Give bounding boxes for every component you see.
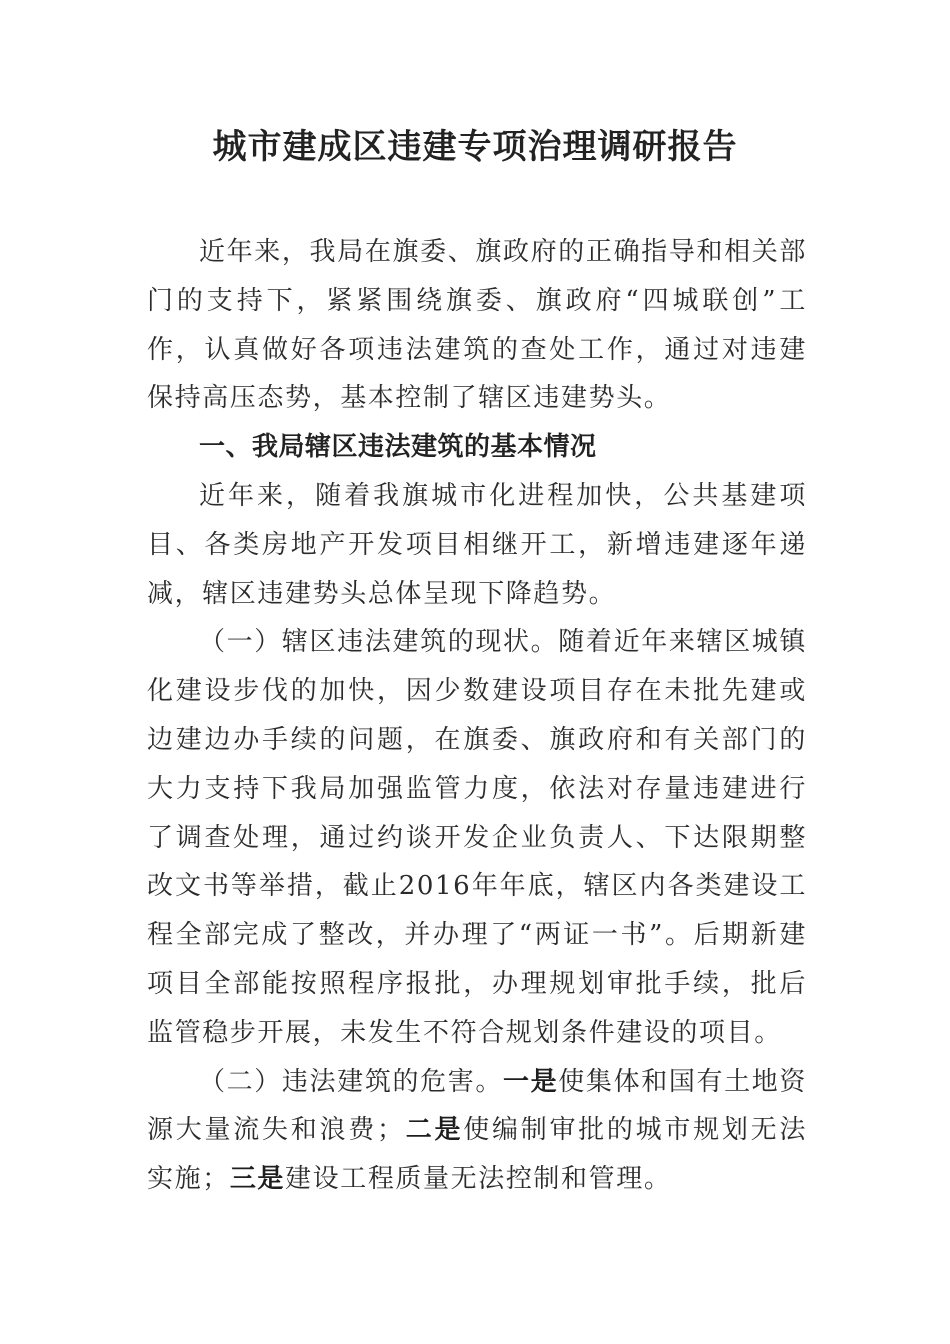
intro-paragraph: 近年来，我局在旗委、旗政府的正确指导和相关部门的支持下，紧紧围绕旗委、旗政府“四城联创”工作，认真做好各项违法建筑的查处工作，通过对违建保持高压态势，基本控制了辖区违建势头。 [147,237,807,414]
point-3-keyword: 三是 [229,1164,286,1195]
section-1-paragraph: 近年来，随着我旗城市化进程加快，公共基建项目、各类房地产开发项目相继开工，新增违建逐年递减，辖区违建势头总体呈现下降趋势。 [147,480,807,609]
point-1-keyword: 一是 [503,1066,559,1097]
point-2-keyword: 二是 [404,1115,464,1146]
section-1-heading: 一、我局辖区违法建筑的基本情况 [199,432,597,463]
subsection-2-paragraph [147,1058,807,1204]
subsection-2-lead: （二）违法建筑的危害。 [199,1066,504,1097]
point-3-text: 建设工程质量无法控制和管理。 [285,1164,672,1195]
subsection-1-paragraph: （一）辖区违法建筑的现状。随着近年来辖区城镇化建设步伐的加快，因少数建设项目存在未批先建或边建边办手续的问题，在旗委、旗政府和有关部门的大力支持下我局加强监管力度，依法对存量违建进行了调查处理，通过约谈开发企业负责人、下达限期整改文书等举措，截止2016年年底，辖区内各类建设工程全部完成了整改，并办理了“两证一书”。后期新建项目全部能按照程序报批，办理规划审批手续，批后监管稳步开展，未发生不符合规划条件建设的项目。 [147,627,807,1048]
document-title: 城市建成区违建专项治理调研报告 [212,127,738,167]
point-2-text: 使编制审批的城市规划无法实施； [147,1115,807,1195]
point-1-text: 使集体和国有土地资源大量流失和浪费； [147,1066,807,1146]
document-body [147,228,807,1204]
